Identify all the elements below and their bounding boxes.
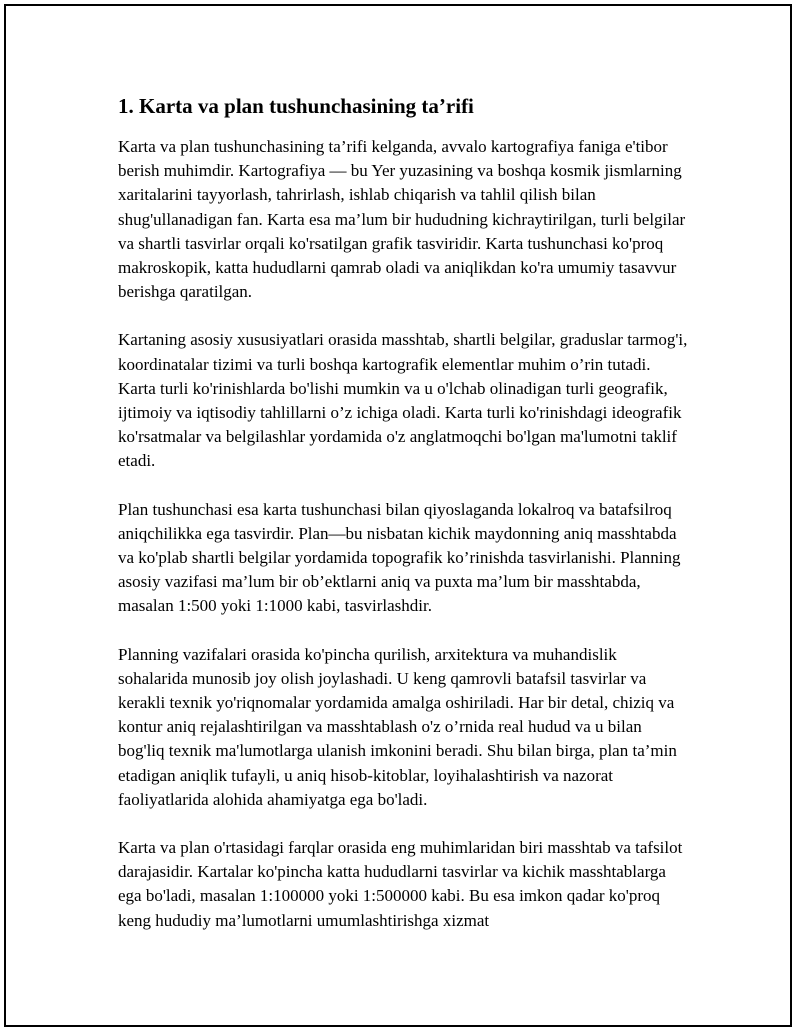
paragraph-4: Planning vazifalari orasida ko'pincha qurilish, arxitektura va muhandislik sohalarida munosib joy olish joylashadi. U keng qamrovli batafsil tasvirlar va kerakli texnik yo'riqnomalar yordamida amalga oshiriladi. Har bir detal, chiziq va kontur aniq rejalashtirilgan va masshtablash o'z o’rnida real hudud va u bilan bog'liq texnik ma'lumotlarga ulanish imkonini beradi. Shu bilan birga, plan ta’min etadigan aniqlik tufayli, u aniq hisob-kitoblar, loyihalashtirish va nazorat faoliyatlarida alohida ahamiyatga ega bo'ladi.: [118, 644, 677, 809]
paragraph-1: Karta va plan tushunchasining ta’rifi kelganda, avvalo kartografiya faniga e'tibor berish muhimdir. Kartografiya — bu Yer yuzasining va boshqa kosmik jismlarning xaritalarini tayyorlash, tahrirlash, ishlab chiqarish va tahlil qilish bilan shug'ullanadigan fan. Karta esa ma’lum bir hududning kichraytirilgan, turli belgilar va shartli tasvirlar orqali ko'rsatilgan grafik tasviridir. Karta tushunchasi ko'proq makroskopik, katta hududlarni qamrab oladi va aniqlikdan ko'ra umumiy tasavvur berishga qaratilgan.: [118, 137, 686, 302]
document-body: [118, 92, 688, 957]
paragraph-2: Kartaning asosiy xususiyatlari orasida masshtab, shartli belgilar, graduslar tarmog'i, koordinatalar tizimi va turli boshqa kartografik elementlar muhim o’rin tutadi. Karta turli ko'rinishlarda bo'lishi mumkin va u o'lchab olinadigan turli geografik, ijtimoiy va iqtisodiy tahlillarni o’z ichiga oladi. Karta turli ko'rinishdagi ideografik ko'rsatmalar va belgilashlar yordamida o'z anglatmoqchi bo'lgan ma'lumotni taklif etadi.: [118, 330, 688, 471]
section-title: 1. Karta va plan tushunchasining ta’rifi: [118, 94, 474, 118]
paragraph-5: Karta va plan o'rtasidagi farqlar orasida eng muhimlaridan biri masshtab va tafsilot darajasidir. Kartalar ko'pincha katta hududlarni tasvirlar va kichik masshtablarga ega bo'ladi, masalan 1:100000 yoki 1:500000 kabi. Bu esa imkon qadar ko'proq keng hududiy ma’lumotlarni umumlashtirishga xizmat: [118, 838, 683, 930]
paragraph-3: Plan tushunchasi esa karta tushunchasi bilan qiyoslaganda lokalroq va batafsilroq aniqchilikka ega tasvirdir. Plan—bu nisbatan kichik maydonning aniq masshtabda va ko'plab shartli belgilar yordamida topografik ko’rinishda tasvirlanishi. Planning asosiy vazifasi ma’lum bir ob’ektlarni aniq va puxta ma’lum bir masshtabda, masalan 1:500 yoki 1:1000 kabi, tasvirlashdir.: [118, 499, 681, 616]
